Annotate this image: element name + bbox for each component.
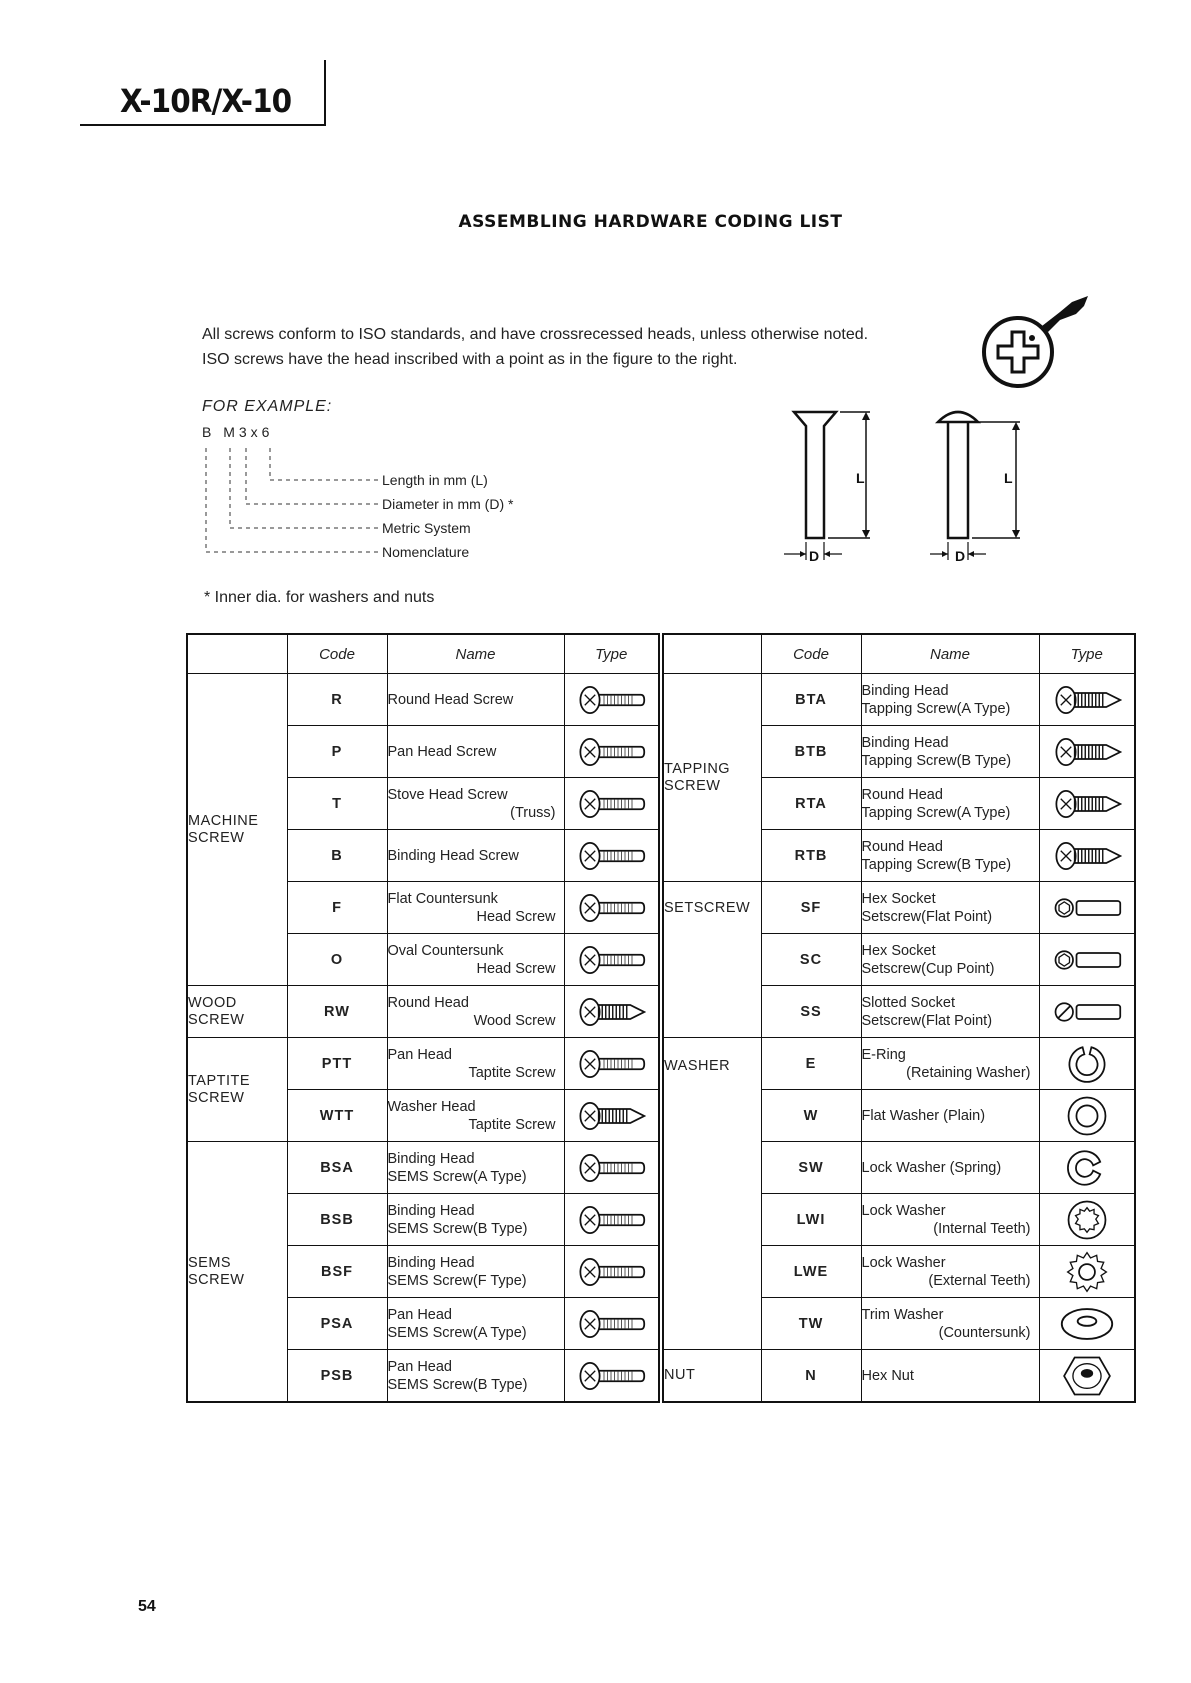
name-line-1: Slotted Socket bbox=[861, 994, 955, 1011]
name-line-1: Binding Head bbox=[387, 1254, 475, 1271]
code-cell: R bbox=[287, 674, 387, 726]
name-cell: Lock Washer (Spring) bbox=[861, 1142, 1039, 1194]
name-cell bbox=[387, 934, 564, 986]
name-line-2: Taptite Screw bbox=[468, 1064, 556, 1081]
name-line-1: Pan Head bbox=[387, 1046, 452, 1063]
name-line-1: Binding Head bbox=[861, 734, 949, 751]
dim-d-right: D bbox=[955, 548, 966, 564]
trim-washer-icon bbox=[1059, 1304, 1115, 1344]
tapping-screw-b-icon bbox=[1052, 737, 1122, 767]
pan-taptite-screw-icon bbox=[576, 1049, 646, 1079]
hex-socket-setscrew-icon bbox=[1052, 945, 1122, 975]
legend-metric: Metric System bbox=[382, 520, 471, 536]
intro-line-2: ISO screws have the head inscribed with a point as in the figure to the right. bbox=[202, 351, 738, 368]
name-line-1: Lock Washer bbox=[861, 1202, 946, 1219]
pan-head-screw-icon bbox=[576, 737, 646, 767]
legend-diameter: Diameter in mm (D) * bbox=[382, 496, 514, 512]
example-code: B M3x6 bbox=[202, 424, 274, 440]
category-tapping-screw: TAPPING SCREW bbox=[663, 674, 761, 882]
code-cell: RW bbox=[287, 986, 387, 1038]
name-line-2: Setscrew(Flat Point) bbox=[861, 1012, 993, 1029]
category-washer: WASHER bbox=[663, 1038, 761, 1350]
code-cell: TW bbox=[761, 1298, 861, 1350]
name-cell bbox=[387, 882, 564, 934]
name-line-2: (Countersunk) bbox=[938, 1324, 1031, 1341]
code-cell: W bbox=[761, 1090, 861, 1142]
name-cell bbox=[861, 1194, 1039, 1246]
name-line-2: Tapping Screw(B Type) bbox=[861, 856, 1012, 873]
name-line-2: Setscrew(Flat Point) bbox=[861, 908, 993, 925]
name-cell bbox=[387, 1038, 564, 1090]
name-line-2: Head Screw bbox=[476, 960, 556, 977]
name-line-1: Binding Head bbox=[387, 1150, 475, 1167]
binding-head-screw-icon bbox=[576, 841, 646, 871]
name-line-1: Trim Washer bbox=[861, 1306, 944, 1323]
example-leaders bbox=[200, 444, 385, 564]
oval-countersunk-screw-icon bbox=[576, 945, 646, 975]
example-label: FOR EXAMPLE: bbox=[202, 398, 333, 415]
category-sems-screw: SEMS SCREW bbox=[187, 1142, 287, 1403]
model-name: X-10R/X-10 bbox=[120, 82, 292, 120]
header-type: Type bbox=[564, 634, 659, 674]
header-rule bbox=[324, 60, 326, 126]
slotted-setscrew-icon bbox=[1052, 997, 1122, 1027]
code-cell: P bbox=[287, 726, 387, 778]
intro-line-1: All screws conform to ISO standards, and have crossrecessed heads, unless otherwise noted. bbox=[202, 326, 869, 343]
name-cell bbox=[387, 778, 564, 830]
name-line-1: Pan Head bbox=[387, 1358, 452, 1375]
footnote: * Inner dia. for washers and nuts bbox=[204, 589, 435, 606]
code-cell: T bbox=[287, 778, 387, 830]
name-line-2: Taptite Screw bbox=[468, 1116, 556, 1133]
name-cell: Binding Head Screw bbox=[387, 830, 564, 882]
header-type: Type bbox=[1039, 634, 1135, 674]
spring-washer-icon bbox=[1065, 1146, 1109, 1190]
name-line-1: E-Ring bbox=[861, 1046, 906, 1063]
code-cell: BTA bbox=[761, 674, 861, 726]
header-category bbox=[187, 634, 287, 674]
code-cell: RTB bbox=[761, 830, 861, 882]
name-cell bbox=[861, 726, 1039, 778]
header-underline bbox=[80, 124, 326, 126]
tapping-screw-b-icon bbox=[1052, 841, 1122, 871]
name-cell bbox=[387, 1246, 564, 1298]
name-line-1: Pan Head bbox=[387, 1306, 452, 1323]
flat-countersunk-screw-icon bbox=[576, 893, 646, 923]
external-teeth-washer-icon bbox=[1065, 1250, 1109, 1294]
code-cell: PSA bbox=[287, 1298, 387, 1350]
name-line-2: SEMS Screw(B Type) bbox=[387, 1376, 528, 1393]
code-cell: BTB bbox=[761, 726, 861, 778]
name-cell bbox=[861, 934, 1039, 986]
header-name: Name bbox=[387, 634, 564, 674]
name-cell: Round Head Screw bbox=[387, 674, 564, 726]
name-line-2: (Truss) bbox=[510, 804, 556, 821]
code-cell: LWI bbox=[761, 1194, 861, 1246]
code-cell: BSF bbox=[287, 1246, 387, 1298]
round-screw-diagram bbox=[930, 408, 1030, 568]
stove-head-screw-icon bbox=[576, 789, 646, 819]
header-category bbox=[663, 634, 761, 674]
sems-screw-icon bbox=[576, 1257, 646, 1287]
name-cell bbox=[387, 986, 564, 1038]
code-cell: N bbox=[761, 1350, 861, 1403]
name-cell bbox=[861, 1038, 1039, 1090]
name-line-1: Stove Head Screw bbox=[387, 786, 508, 803]
category-nut: NUT bbox=[663, 1350, 761, 1403]
name-line-1: Flat Countersunk bbox=[387, 890, 498, 907]
name-line-2: (Retaining Washer) bbox=[906, 1064, 1031, 1081]
sems-screw-icon bbox=[576, 1153, 646, 1183]
name-line-1: Round Head bbox=[861, 838, 943, 855]
wood-screw-icon bbox=[576, 997, 646, 1027]
hex-socket-setscrew-icon bbox=[1052, 893, 1122, 923]
name-line-1: Lock Washer bbox=[861, 1254, 946, 1271]
name-cell bbox=[861, 778, 1039, 830]
name-line-2: Tapping Screw(B Type) bbox=[861, 752, 1012, 769]
name-line-2: Tapping Screw(A Type) bbox=[861, 804, 1011, 821]
category-taptite-screw: TAPTITE SCREW bbox=[187, 1038, 287, 1142]
code-cell: SS bbox=[761, 986, 861, 1038]
name-cell: Flat Washer (Plain) bbox=[861, 1090, 1039, 1142]
category-setscrew: SETSCREW bbox=[663, 882, 761, 1038]
name-line-2: Tapping Screw(A Type) bbox=[861, 700, 1011, 717]
name-cell: Hex Nut bbox=[861, 1350, 1039, 1403]
name-line-1: Round Head bbox=[861, 786, 943, 803]
page-number: 54 bbox=[138, 1598, 156, 1615]
tapping-screw-a-icon bbox=[1052, 789, 1122, 819]
name-line-2: Head Screw bbox=[476, 908, 556, 925]
dim-l-left: L bbox=[856, 470, 865, 486]
name-line-2: (External Teeth) bbox=[928, 1272, 1031, 1289]
dim-d-left: D bbox=[809, 548, 820, 564]
name-cell bbox=[387, 1194, 564, 1246]
name-cell bbox=[387, 1142, 564, 1194]
hardware-table-left bbox=[186, 633, 660, 1403]
header-code: Code bbox=[761, 634, 861, 674]
code-cell: LWE bbox=[761, 1246, 861, 1298]
round-head-screw-icon bbox=[576, 685, 646, 715]
name-line-1: Oval Countersunk bbox=[387, 942, 504, 959]
name-cell: Pan Head Screw bbox=[387, 726, 564, 778]
code-cell: RTA bbox=[761, 778, 861, 830]
name-line-2: SEMS Screw(A Type) bbox=[387, 1324, 527, 1341]
name-line-1: Binding Head bbox=[861, 682, 949, 699]
name-cell bbox=[861, 986, 1039, 1038]
code-cell: PTT bbox=[287, 1038, 387, 1090]
hex-nut-icon bbox=[1062, 1354, 1112, 1398]
legend-nomenclature: Nomenclature bbox=[382, 544, 470, 560]
name-line-2: (Internal Teeth) bbox=[933, 1220, 1031, 1237]
name-line-1: Hex Socket bbox=[861, 942, 936, 959]
name-line-2: Wood Screw bbox=[473, 1012, 556, 1029]
name-cell bbox=[387, 1298, 564, 1350]
hardware-table-right bbox=[662, 633, 1136, 1403]
name-line-1: Hex Socket bbox=[861, 890, 936, 907]
header-name: Name bbox=[861, 634, 1039, 674]
sems-screw-icon bbox=[576, 1309, 646, 1339]
code-cell: F bbox=[287, 882, 387, 934]
name-line-2: Setscrew(Cup Point) bbox=[861, 960, 995, 977]
legend-length: Length in mm (L) bbox=[382, 472, 488, 488]
iso-cross-head-icon bbox=[980, 292, 1095, 392]
name-cell bbox=[861, 674, 1039, 726]
code-cell: WTT bbox=[287, 1090, 387, 1142]
intro-text bbox=[202, 322, 868, 372]
category-machine-screw: MACHINE SCREW bbox=[187, 674, 287, 986]
code-cell: PSB bbox=[287, 1350, 387, 1403]
name-line-2: SEMS Screw(B Type) bbox=[387, 1220, 528, 1237]
code-cell: SF bbox=[761, 882, 861, 934]
name-cell bbox=[861, 830, 1039, 882]
category-wood-screw: WOOD SCREW bbox=[187, 986, 287, 1038]
sems-screw-icon bbox=[576, 1205, 646, 1235]
sems-screw-icon bbox=[576, 1361, 646, 1391]
name-cell bbox=[387, 1350, 564, 1403]
countersunk-screw-diagram bbox=[780, 408, 880, 568]
code-cell: O bbox=[287, 934, 387, 986]
code-cell: B bbox=[287, 830, 387, 882]
header-code: Code bbox=[287, 634, 387, 674]
flat-washer-icon bbox=[1065, 1094, 1109, 1138]
name-line-1: Binding Head bbox=[387, 1202, 475, 1219]
code-cell: E bbox=[761, 1038, 861, 1090]
name-cell bbox=[861, 1246, 1039, 1298]
name-line-2: SEMS Screw(A Type) bbox=[387, 1168, 527, 1185]
name-cell bbox=[861, 1298, 1039, 1350]
name-line-1: Washer Head bbox=[387, 1098, 476, 1115]
washer-taptite-screw-icon bbox=[576, 1101, 646, 1131]
code-cell: BSB bbox=[287, 1194, 387, 1246]
name-line-1: Round Head bbox=[387, 994, 469, 1011]
name-cell bbox=[861, 882, 1039, 934]
e-ring-icon bbox=[1065, 1042, 1109, 1086]
tapping-screw-a-icon bbox=[1052, 685, 1122, 715]
page-title: ASSEMBLING HARDWARE CODING LIST bbox=[458, 212, 843, 232]
code-cell: BSA bbox=[287, 1142, 387, 1194]
code-cell: SC bbox=[761, 934, 861, 986]
internal-teeth-washer-icon bbox=[1065, 1198, 1109, 1242]
dim-l-right: L bbox=[1004, 470, 1013, 486]
name-line-2: SEMS Screw(F Type) bbox=[387, 1272, 527, 1289]
name-cell bbox=[387, 1090, 564, 1142]
code-cell: SW bbox=[761, 1142, 861, 1194]
